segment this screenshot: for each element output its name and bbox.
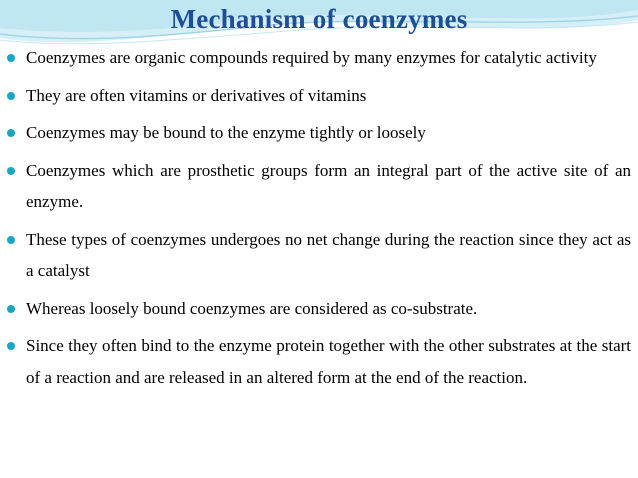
bullet-list [7,42,631,399]
bullet-text: Since they often bind to the enzyme protein together with the other substrates at the start of a reaction and are released in an altered form at the end of the reaction. [26,336,631,387]
bullet-dot-icon [7,92,15,100]
bullet-text: Coenzymes are organic compounds required by many enzymes for catalytic activity [26,48,597,67]
bullet-item [7,155,631,218]
bullet-text: Whereas loosely bound coenzymes are considered as co-substrate. [26,298,478,318]
bullet-dot-icon [7,167,15,175]
bullet-text: These types of coenzymes undergoes no net change during the reaction since they act as a catalyst [26,229,631,280]
bullet-dot-icon [7,54,15,62]
bullet-item [7,117,631,149]
bullet-item [7,330,631,393]
bullet-item [7,293,631,325]
bullet-item [7,80,631,112]
bullet-text: Coenzymes which are prosthetic groups form an integral part of the active site of an enzyme. [26,160,631,211]
bullet-dot-icon [7,236,15,244]
bullet-text: Coenzymes may be bound to the enzyme tightly or loosely [26,123,426,142]
bullet-item [7,224,631,287]
slide-title: Mechanism of coenzymes [170,4,468,34]
bullet-dot-icon [7,305,15,313]
bullet-item [7,42,631,74]
bullet-dot-icon [7,129,15,137]
bullet-dot-icon [7,342,15,350]
bullet-text: They are often vitamins or derivatives of vitamins [26,85,367,105]
